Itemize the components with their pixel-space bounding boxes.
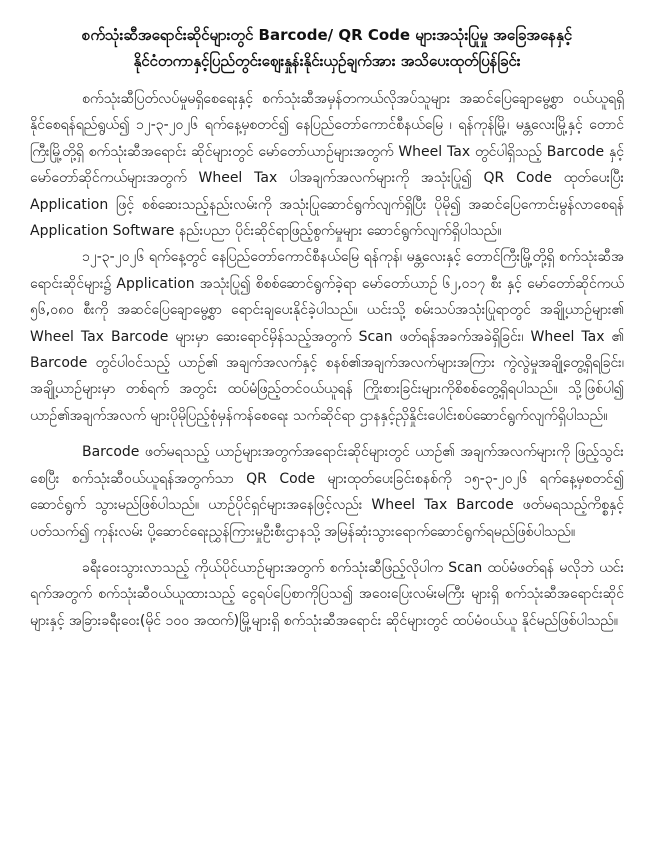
paragraph-1 — [30, 86, 624, 244]
paragraph-2 — [30, 244, 624, 429]
title-line-2: နိုင်ငံတကာနှင့်ပြည်တွင်းဈေးနှုန်းနိုင်းယှဉ်ချက်အား အသိပေးထုတ်ပြန်ခြင်း — [133, 52, 521, 70]
paragraph-3 — [30, 439, 624, 545]
paragraph-2-text: ၁၂-၃-၂၀၂၆ ရက်နေ့တွင် နေပြည်တော်ကောင်စီနယ်မြေ ရန်ကုန်၊ မန္တလေးနှင့် တောင်ကြီးမြို့တို့ရှိ စက်သုံးဆီအရောင်းဆိုင်များ၌ Application အသုံးပြု၍ စိစစ်ဆောင်ရွက်ခဲ့ရာ မော်တော်ယာဉ် ၆၂,၀၁၇ စီး နှင့် မော်တော်ဆိုင်ကယ် ၅၆,၀၈၀ စီးကို အဆင်ပြေချောမွေ့စွာ ရောင်းချပေးနိုင်ခဲ့ပါသည်။ ယင်းသို့ စမ်းသပ်အသုံးပြုရာတွင် အချို့ယာဉ်များ၏ Wheel Tax Barcode များမှာ ဆေးရောင်မှိန်သည့်အတွက် Scan ဖတ်ရန်အခက်အခဲရှိခြင်း၊ Wheel Tax ၏ Barcode တွင်ပါဝင်သည့် ယာဉ်၏ အချက်အလက်နှင့် စနစ်၏အချက်အလက်များအကြား ကွဲလွဲမှုအချို့တွေ့ရှိရခြင်း၊ အချို့ယာဉ်များမှာ တစ်ရက် အတွင်း ထပ်မံဖြည့်တင်ဝယ်ယူရန် ကြိုးစားခြင်းများကိုစိစစ်တွေ့ရှိရပါသည်။ သို့ဖြစ်ပါ၍ ယာဉ်၏အချက်အလက် များပိုမိုပြည့်စုံမှန်ကန်စေရေး သက်ဆိုင်ရာ ဌာနနှင့်ညှိနှိုင်းပေါင်းစပ်ဆောင်ရွက်လျက်ရှိပါသည်။ — [30, 249, 624, 424]
paragraph-1-text: စက်သုံးဆီပြတ်လပ်မှုမရှိစေရေးနှင့် စက်သုံးဆီအမှန်တကယ်လိုအပ်သူများ အဆင်ပြေချောမွေ့စွာ ဝယ်ယူရရှိနိုင်စေရန်ရည်ရွယ်၍ ၁၂-၃-၂၀၂၆ ရက်နေ့မှစတင်၍ နေပြည်တော်ကောင်စီနယ်မြေ ၊ ရန်ကုန်မြို့၊ မန္တလေးမြို့နှင့် တောင်ကြီးမြို့တို့ရှိ စက်သုံးဆီအရောင်း ဆိုင်များတွင် မော်တော်ယာဉ်များအတွက် Wheel Tax တွင်ပါရှိသည့် Barcode နှင့် မော်တော်ဆိုင်ကယ်များအတွက် Wheel Tax ပါအချက်အလက်များကို အသုံးပြု၍ QR Code ထုတ်ပေးပြီး Application ဖြင့် စစ်ဆေးသည့်နည်းလမ်းကို အသုံးပြုဆောင်ရွက်လျက်ရှိပြီး ပိုမို၍ အဆင်ပြေကောင်းမွန်လာစေရန် Application Software နည်းပညာ ပိုင်းဆိုင်ရာဖြည့်စွက်မှုများ ဆောင်ရွက်လျက်ရှိပါသည်။ — [30, 91, 624, 240]
paragraph-4 — [30, 555, 624, 634]
paragraph-3-text: Barcode ဖတ်မရသည့် ယာဉ်များအတွက်အရောင်းဆိုင်များတွင် ယာဉ်၏ အချက်အလက်များကို ဖြည့်သွင်းစေပြီး စက်သုံးဆီဝယ်ယူရန်အတွက်သာ QR Code များထုတ်ပေးခြင်းစနစ်ကို ၁၅-၃-၂၀၂၆ ရက်နေ့မှစတင်၍ ဆောင်ရွက် သွားမည်ဖြစ်ပါသည်။ ယာဉ်ပိုင်ရှင်များအနေဖြင့်လည်း Wheel Tax Barcode ဖတ်မရသည့်ကိစ္စနှင့်ပတ်သက်၍ ကုန်းလမ်း ပို့ဆောင်ရေးညွှန်ကြားမှုဦးစီးဌာနသို့ အမြန်ဆုံးသွားရောက်ဆောင်ရွက်ရမည်ဖြစ်ပါသည်။ — [30, 444, 624, 540]
paragraph-4-text: ခရီးဝေးသွားလာသည့် ကိုယ်ပိုင်ယာဉ်များအတွက် စက်သုံးဆီဖြည့်လိုပါက Scan ထပ်မံဖတ်ရန် မလိုဘဲ ယင်းရက်အတွက် စက်သုံးဆီဝယ်ယူထားသည့် ငွေရပ်ပြေစာကိုပြသ၍ အဝေးပြေးလမ်းမကြီး များရှိ စက်သုံးဆီအရောင်းဆိုင်များနှင့် အခြားခရီးဝေး(မိုင် ၁၀၀ အထက်)မြို့များရှိ စက်သုံးဆီအရောင်း ဆိုင်များတွင် ထပ်မံဝယ်ယူ နိုင်မည်ဖြစ်ပါသည်။ — [30, 559, 624, 629]
title-line-1: စက်သုံးဆီအရောင်းဆိုင်များတွင် Barcode/ QR Code များအသုံးပြုမှု အခြေအနေနှင့် — [81, 26, 573, 44]
document-title — [30, 22, 624, 74]
